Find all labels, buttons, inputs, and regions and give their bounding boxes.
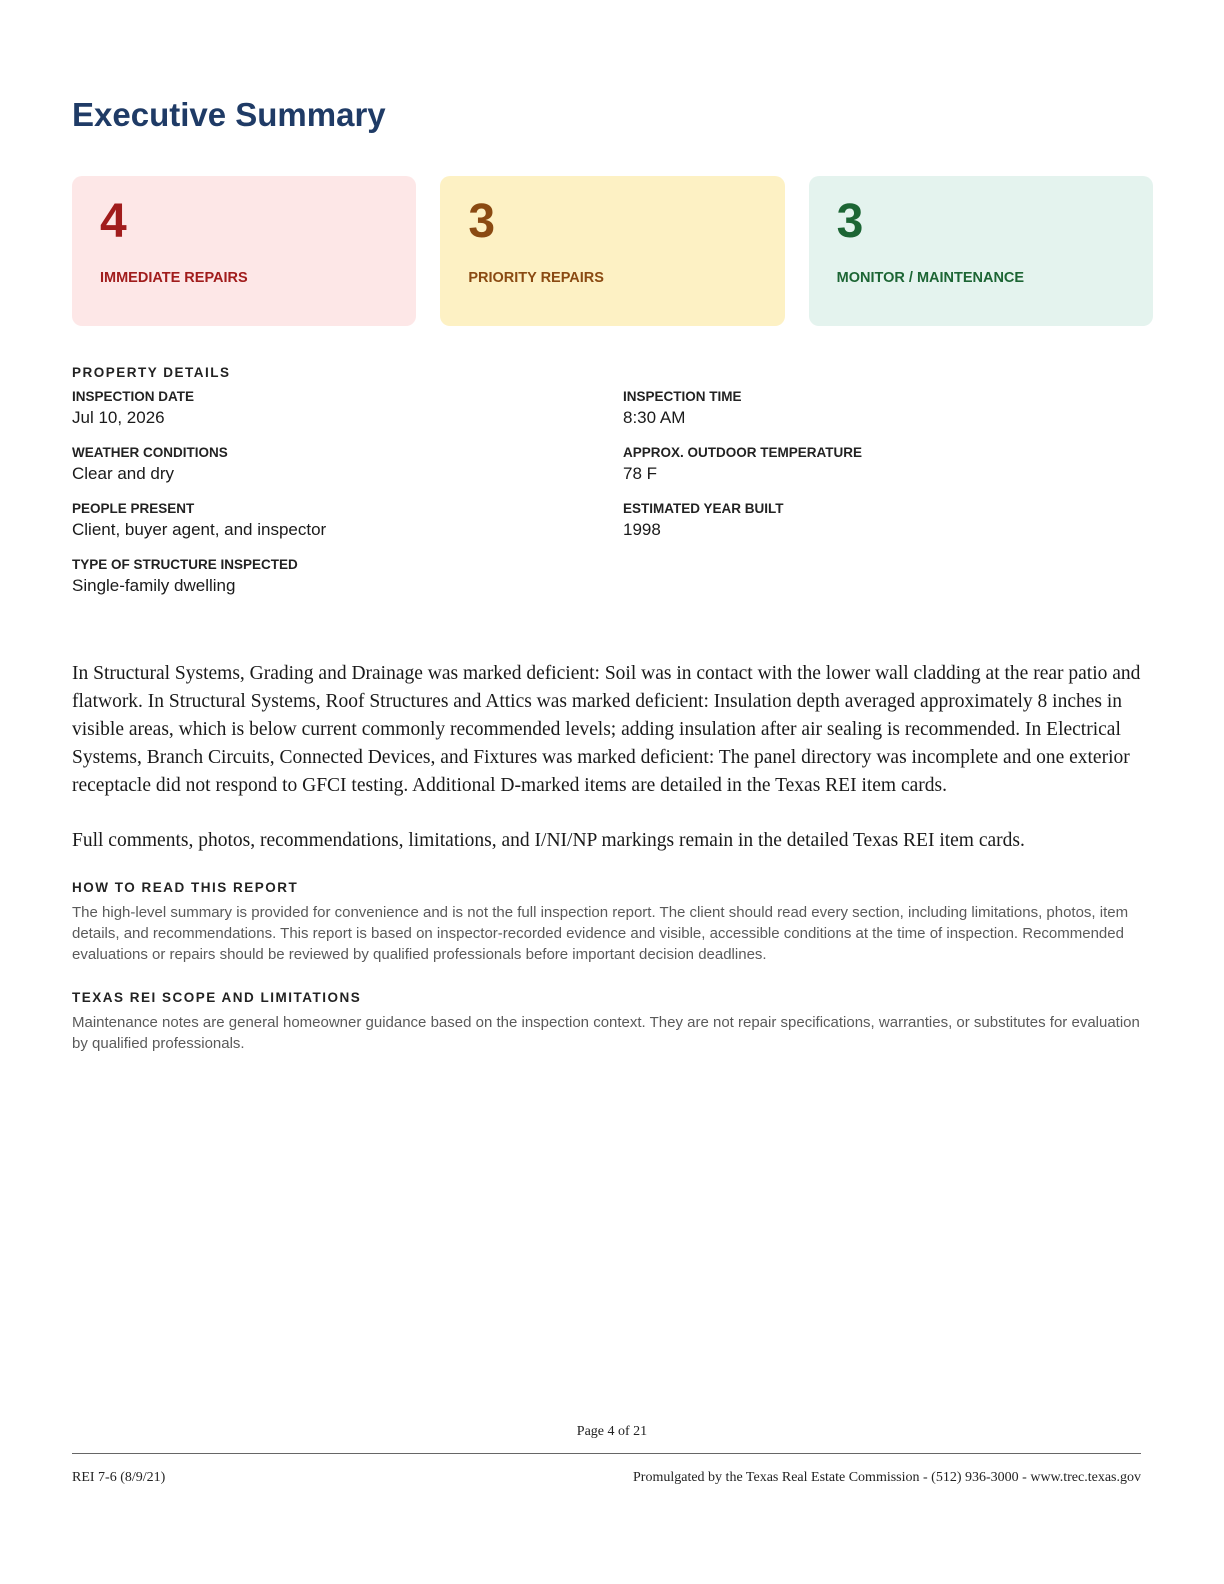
- detail-label: ESTIMATED YEAR BUILT: [623, 501, 784, 516]
- page-title: Executive Summary: [72, 96, 386, 133]
- footer-divider: [72, 1453, 1141, 1454]
- how-to-read-text: The high-level summary is provided for convenience and is not the full inspection report. The client should read every section, including limitations, photos, item details, and recommendations. This report is based on inspector-recorded evidence and visible, accessible conditions at the time of inspection. Recommended evaluations or repairs should be reviewed by qualified professionals before important decision deadlines.: [72, 904, 1129, 963]
- detail-inspection-time: [623, 389, 1153, 428]
- detail-value: 78 F: [623, 464, 658, 483]
- detail-value: Client, buyer agent, and inspector: [72, 520, 327, 539]
- monitor-maintenance-count: 3: [836, 195, 864, 248]
- detail-label: TYPE OF STRUCTURE INSPECTED: [72, 557, 298, 572]
- detail-value: Clear and dry: [72, 464, 175, 483]
- detail-value: Jul 10, 2026: [72, 408, 165, 427]
- detail-label: INSPECTION DATE: [72, 389, 195, 404]
- detail-inspection-date: [72, 389, 623, 428]
- immediate-repairs-card: [72, 176, 416, 326]
- priority-repairs-card: [440, 176, 784, 326]
- detail-label: INSPECTION TIME: [623, 389, 742, 404]
- how-to-read-heading: HOW TO READ THIS REPORT: [72, 880, 299, 895]
- detail-structure-type: [72, 557, 623, 596]
- detail-weather-conditions: [72, 445, 623, 484]
- detail-people-present: [72, 501, 623, 540]
- detail-value: 8:30 AM: [623, 408, 686, 427]
- detail-year-built: [623, 501, 1153, 540]
- summary-cards: [72, 176, 1153, 326]
- scope-heading: TEXAS REI SCOPE AND LIMITATIONS: [72, 990, 362, 1005]
- detail-label: APPROX. OUTDOOR TEMPERATURE: [623, 445, 863, 460]
- page-number: Page 4 of 21: [576, 1424, 648, 1439]
- detail-label: WEATHER CONDITIONS: [72, 445, 228, 460]
- narrative-paragraph: Full comments, photos, recommendations, limitations, and I/NI/NP markings remain in the detailed Texas REI item cards.: [72, 830, 1025, 851]
- property-details-heading: PROPERTY DETAILS: [72, 365, 231, 380]
- priority-repairs-label: PRIORITY REPAIRS: [468, 270, 604, 286]
- scope-section: [72, 990, 1153, 1054]
- monitor-maintenance-card: [809, 176, 1153, 326]
- priority-repairs-count: 3: [468, 195, 496, 248]
- how-to-read-section: [72, 880, 1153, 965]
- form-id: REI 7-6 (8/9/21): [72, 1470, 166, 1485]
- scope-text: Maintenance notes are general homeowner guidance based on the inspection context. They are not repair specifications, warranties, or substitutes for evaluation by qualified professionals.: [72, 1014, 1140, 1052]
- narrative-paragraph: In Structural Systems, Grading and Drainage was marked deficient: Soil was in contact with the lower wall cladding at the rear patio and flatwork. In Structural Systems, Roof Structures and Attics was marked deficient: Insulation depth averaged approximately 8 inches in visible areas, which is below current commonly recommended levels; adding insulation after air sealing is recommended. In Electrical Systems, Branch Circuits, Connected Devices, and Fixtures was marked deficient: The panel directory was incomplete and one exterior receptacle did not respond to GFCI testing. Additional D-marked items are detailed in the Texas REI item cards.: [72, 663, 1141, 796]
- immediate-repairs-label: IMMEDIATE REPAIRS: [100, 270, 248, 286]
- property-details: [72, 389, 1153, 596]
- detail-label: PEOPLE PRESENT: [72, 501, 195, 516]
- monitor-maintenance-label: MONITOR / MAINTENANCE: [836, 270, 1025, 286]
- summary-narrative: [72, 660, 1153, 882]
- promulgation-notice: Promulgated by the Texas Real Estate Commission - (512) 936-3000 - www.trec.texas.gov: [633, 1470, 1141, 1485]
- detail-outdoor-temperature: [623, 445, 1153, 484]
- detail-value: 1998: [623, 520, 661, 539]
- immediate-repairs-count: 4: [100, 195, 127, 248]
- detail-value: Single-family dwelling: [72, 576, 236, 595]
